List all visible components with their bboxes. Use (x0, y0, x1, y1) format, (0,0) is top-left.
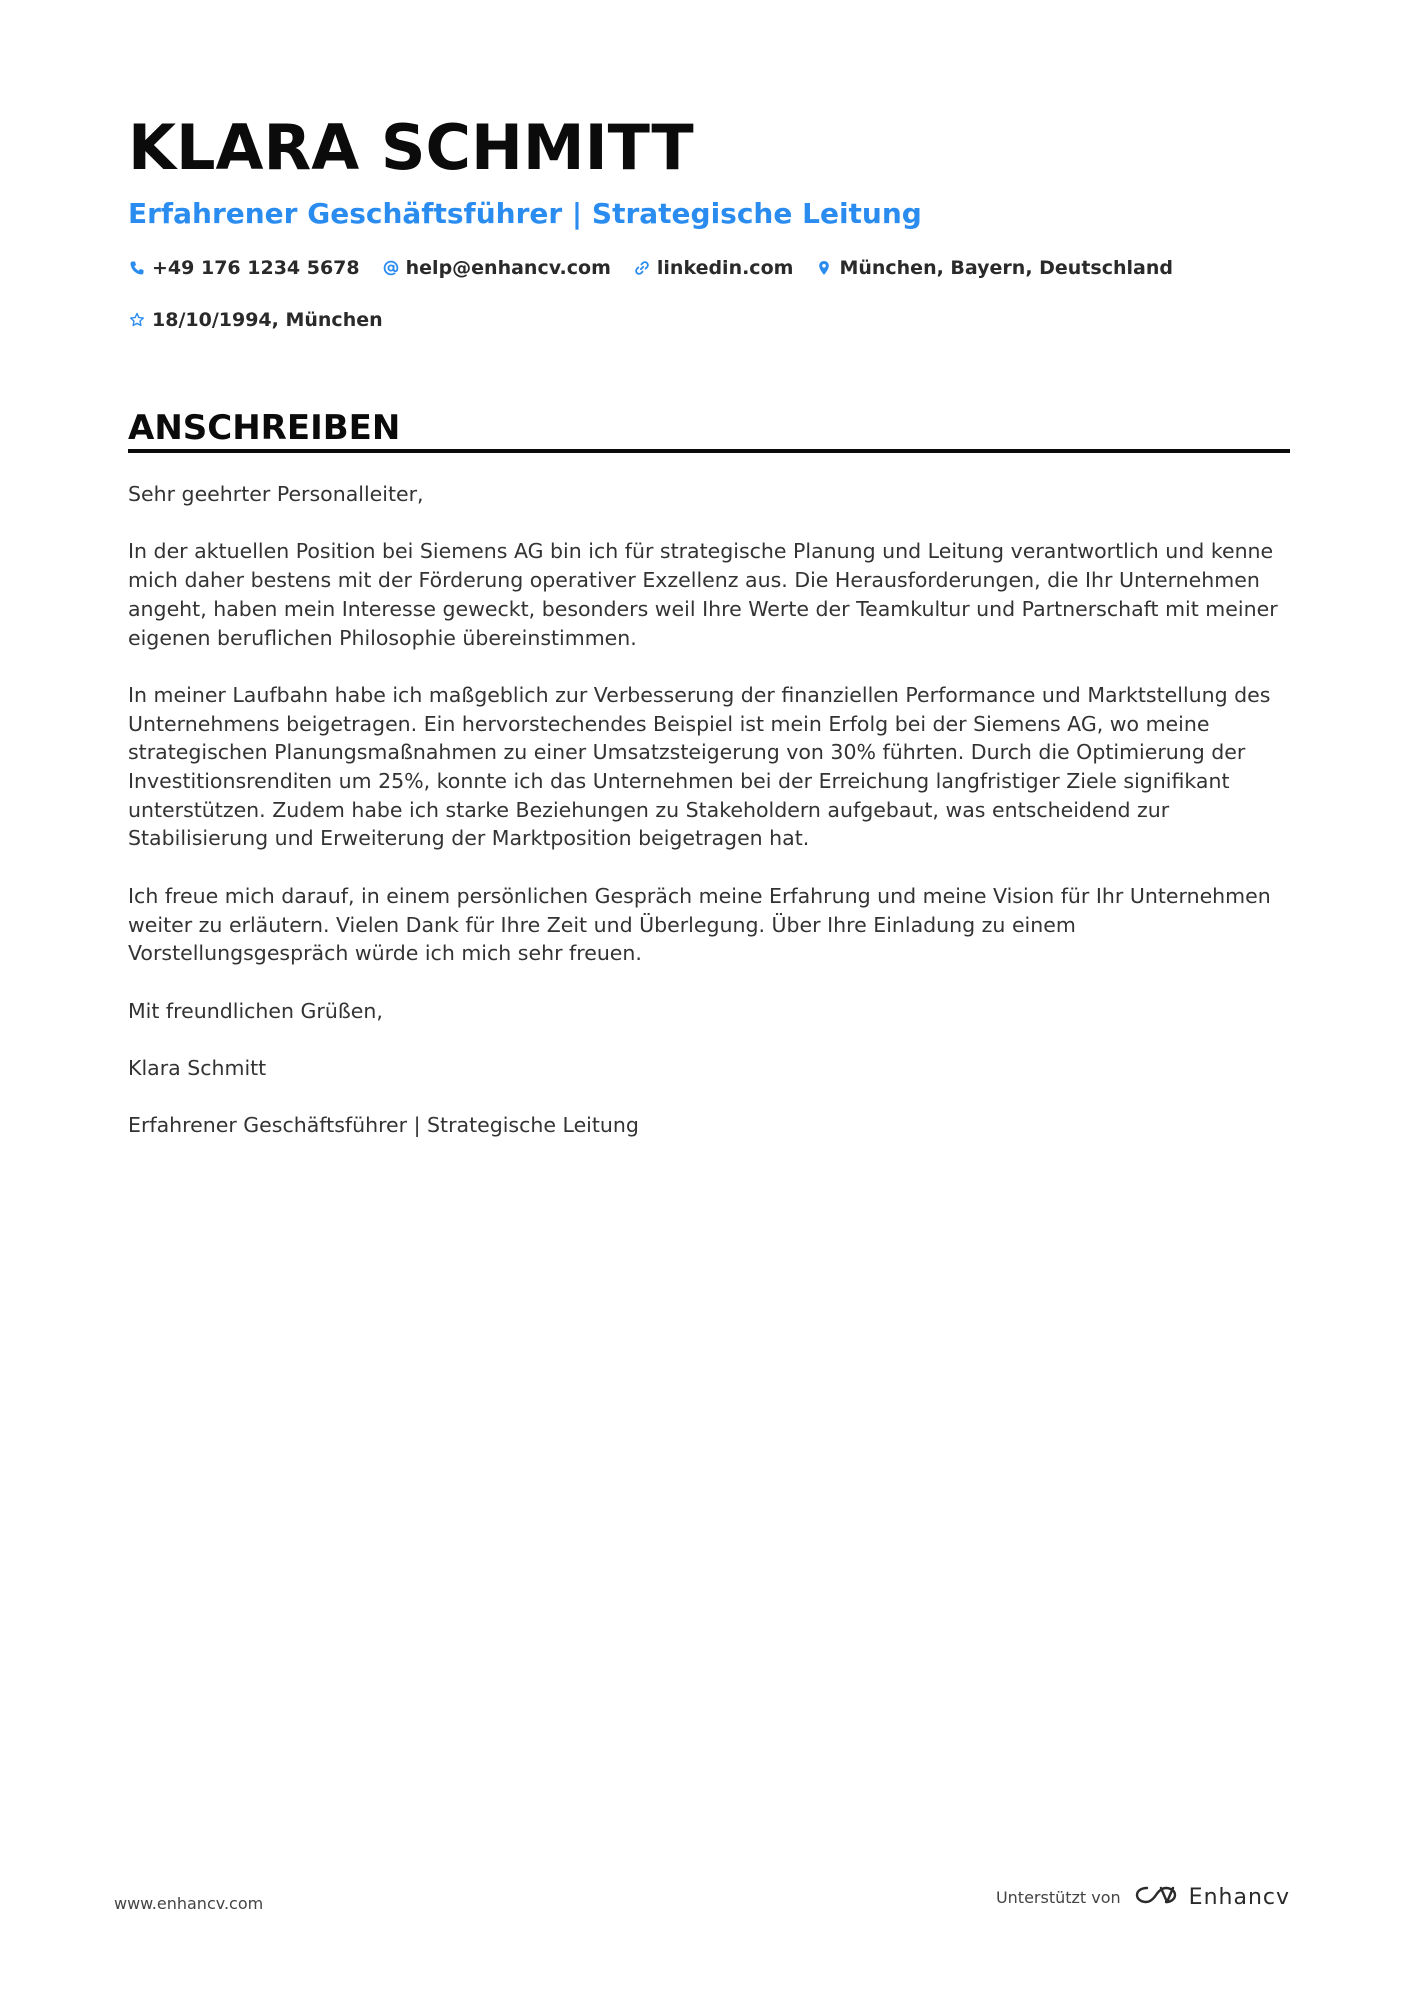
contact-location-text: München, Bayern, Deutschland (839, 257, 1173, 279)
brand-name: Enhancv (1188, 1884, 1290, 1910)
contact-email[interactable] (382, 256, 611, 280)
candidate-headline: Erfahrener Geschäftsführer | Strategische Leitung (128, 197, 922, 230)
link-icon (633, 259, 651, 277)
contact-birth (128, 308, 383, 332)
contact-email-text: help@enhancv.com (405, 257, 611, 279)
at-icon (382, 259, 400, 277)
section-title: ANSCHREIBEN (128, 408, 401, 448)
contact-phone-text: +49 176 1234 5678 (152, 257, 360, 279)
footer-website[interactable]: www.enhancv.com (114, 1894, 264, 1913)
location-pin-icon (815, 259, 833, 277)
contact-linkedin-text: linkedin.com (656, 257, 794, 279)
letter-salutation: Sehr geehrter Personalleiter, (128, 482, 424, 506)
letter-paragraph: In meiner Laufbahn habe ich maßgeblich zur Verbesserung der finanziellen Performance und Marktstellung des Unternehmens beigetragen. Ein hervorstechendes Beispiel ist mein Erfolg bei der Siemens AG, wo meine strategischen Planungsmaßnahmen zu einer Umsatzsteigerung von 30% führten. Durch die Optimierung der Investitionsrenditen um 25%, konnte ich das Unternehmen bei der Erreichung langfristiger Ziele signifikant unterstützen. Zudem habe ich starke Beziehungen zu Stakeholdern aufgebaut, was entscheidend zur Stabilisierung und Erweiterung der Marktposition beigetragen hat. (128, 682, 1271, 851)
letter-body (128, 480, 1288, 1169)
letter-paragraph: In der aktuellen Position bei Siemens AG bin ich für strategische Planung und Leitung verantwortlich und kenne mich daher bestens mit der Förderung operativer Exzellenz aus. Die Herausforderungen, die Ihr Unternehmen angeht, haben mein Interesse geweckt, besonders weil Ihre Werte der Teamkultur und Partnerschaft mit meiner eigenen beruflichen Philosophie übereinstimmen. (128, 539, 1278, 650)
powered-by-text: Unterstützt von (995, 1887, 1121, 1907)
resume-header (128, 108, 1288, 332)
candidate-name: KLARA SCHMITT (128, 111, 694, 184)
letter-signature-title: Erfahrener Geschäftsführer | Strategische Leitung (128, 1113, 639, 1138)
letter-paragraph: Ich freue mich darauf, in einem persönlichen Gespräch meine Erfahrung und meine Vision für Ihr Unternehmen weiter zu erläutern. Vielen Dank für Ihre Zeit und Überlegung. Über Ihre Einladung zu einem Vorstellungsgespräch würde ich mich sehr freuen. (128, 883, 1271, 966)
enhancv-logo-icon (1133, 1882, 1189, 1912)
contact-birth-text: 18/10/1994, München (152, 309, 383, 331)
section-divider (128, 449, 1290, 453)
contact-location (815, 256, 1173, 280)
contact-linkedin[interactable] (633, 256, 794, 280)
phone-icon (128, 259, 146, 277)
contact-info (128, 256, 1248, 332)
letter-closing: Mit freundlichen Grüßen, (128, 998, 383, 1023)
star-icon (128, 311, 146, 329)
footer-branding[interactable] (996, 1882, 1290, 1912)
letter-signature-name: Klara Schmitt (128, 1055, 267, 1080)
contact-phone[interactable] (128, 256, 360, 280)
